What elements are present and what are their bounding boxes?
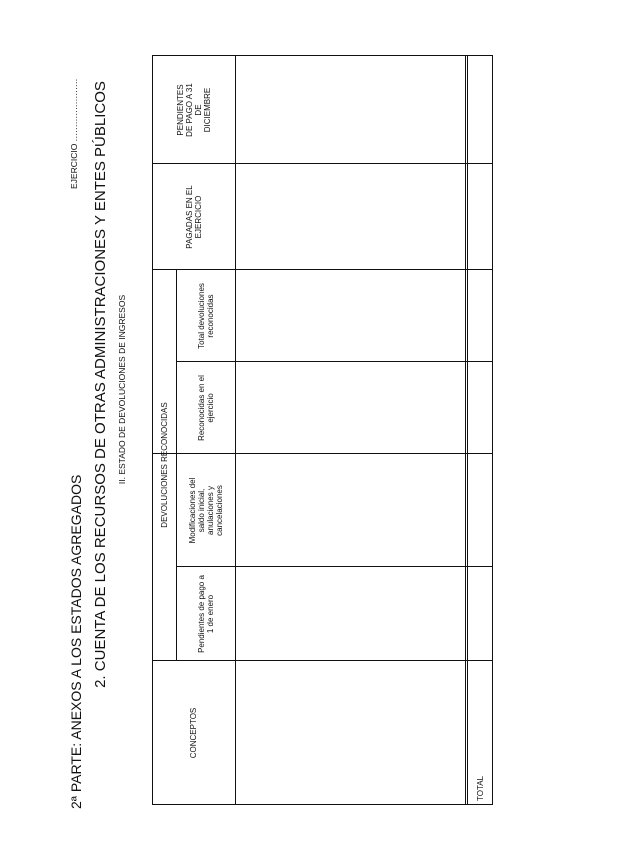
header-total-devoluciones: Total devoluciones reconocidas — [196, 283, 215, 349]
ejercicio-field — [69, 78, 79, 189]
total-row-label: TOTAL — [475, 775, 485, 801]
account-title: 2. CUENTA DE LOS RECURSOS DE OTRAS ADMINISTRACIONES Y ENTES PÚBLICOS — [92, 81, 109, 688]
header-conceptos: CONCEPTOS — [189, 707, 198, 759]
section-title: II. ESTADO DE DEVOLUCIONES DE INGRESOS — [117, 294, 127, 485]
part-title: 2ª PARTE: ANEXOS A LOS ESTADOS AGREGADOS — [68, 474, 84, 809]
header-pendientes-1-enero: Pendientes de pago a 1 de enero — [196, 575, 215, 653]
header-modificaciones: Modificaciones del saldo inicial, anulaciones y cancelaciones — [187, 477, 224, 544]
header-bottom-line — [235, 55, 236, 805]
total-separator-1 — [465, 55, 466, 805]
table-bottom-border — [492, 55, 493, 805]
total-separator-2 — [467, 55, 468, 805]
header-pagadas: PAGADAS EN EL EJERCICIO — [184, 185, 203, 249]
header-pendientes-31-dic: PENDIENTES DE PAGO A 31 DE DICIEMBRE — [175, 83, 212, 137]
header-reconocidas-ejercicio: Reconocidas en el ejercicio — [196, 375, 215, 441]
ejercicio-dots: ...................... — [69, 78, 79, 142]
header-devoluciones-reconocidas: DEVOLUCIONES RECONOCIDAS — [159, 402, 169, 528]
ejercicio-label: EJERCICIO — [69, 143, 79, 189]
